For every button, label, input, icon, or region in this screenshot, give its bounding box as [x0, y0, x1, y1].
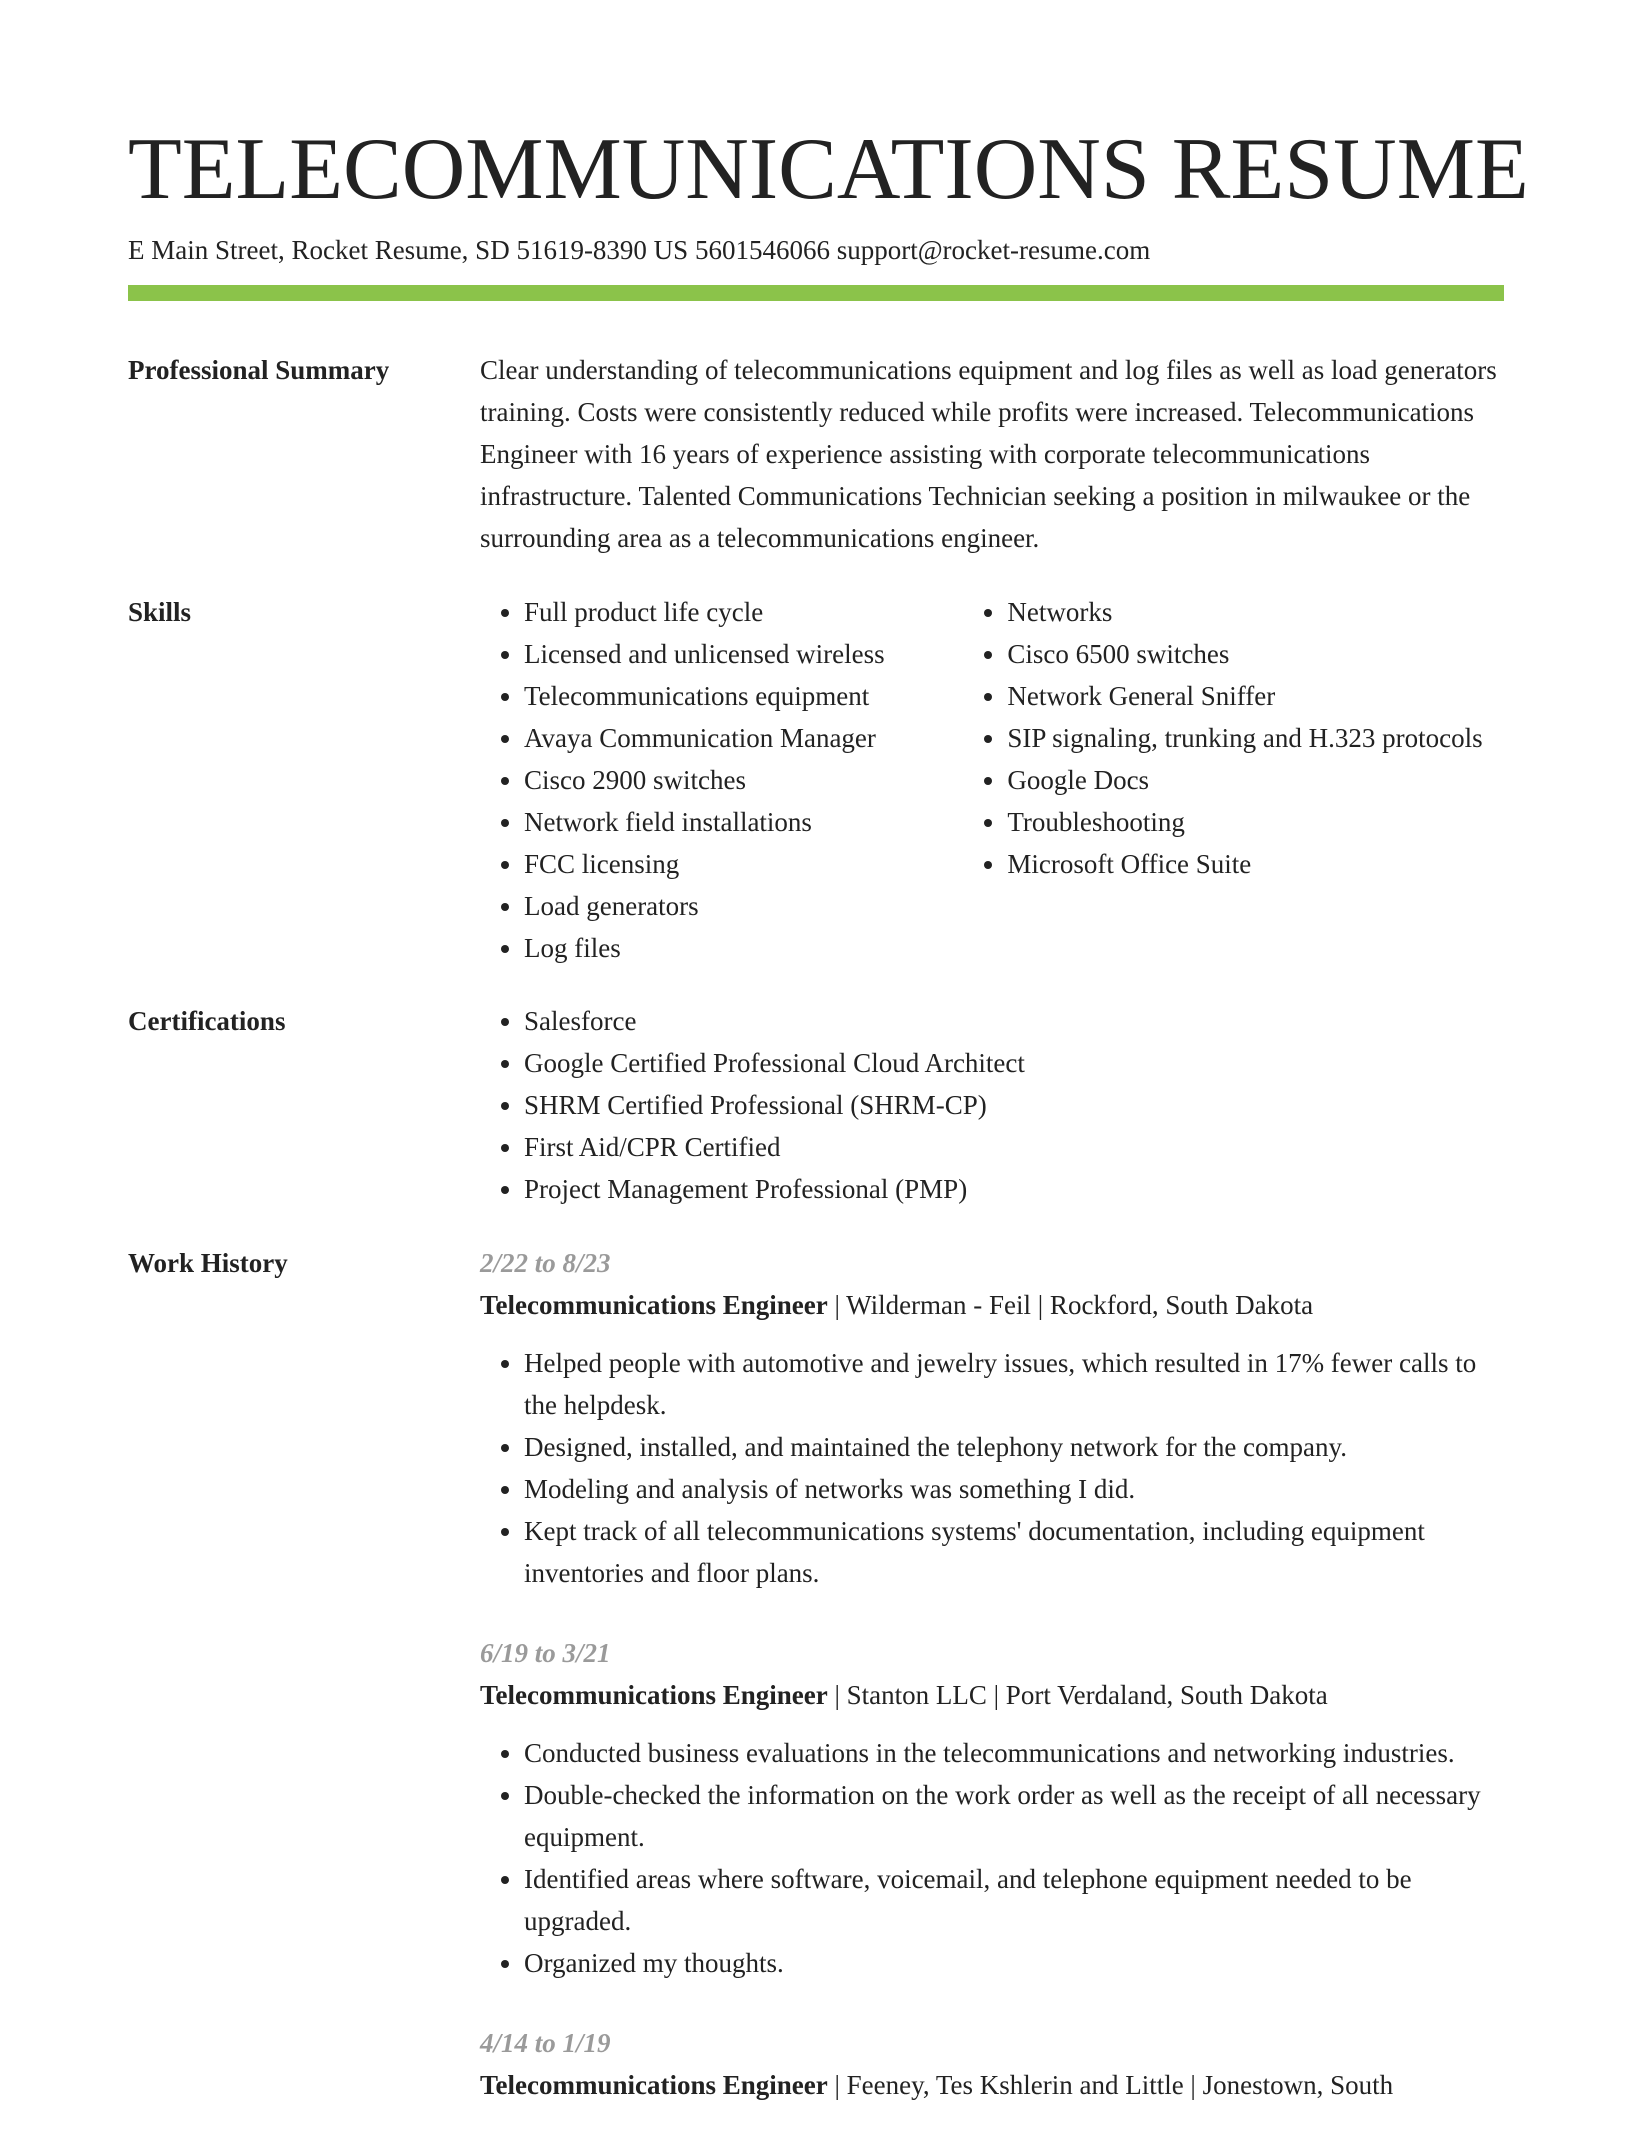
job-dates: 2/22 to 8/23 [480, 1248, 611, 1278]
work-history-section [128, 1242, 1504, 2112]
list-item: • Load generators [524, 885, 963, 927]
skills-heading: Skills [128, 597, 192, 627]
list-item: • Modeling and analysis of networks was something I did. [524, 1468, 1504, 1510]
job-title-line [480, 1674, 1504, 1716]
job-employer: | Feeney, Tes Kshlerin and Little | Jonestown, South [827, 2070, 1394, 2100]
list-item: • Full product life cycle [524, 591, 963, 633]
skills-list-left [480, 591, 963, 969]
certifications-heading: Certifications [128, 1006, 286, 1036]
list-item: • Salesforce [524, 1000, 1504, 1042]
job-entry [480, 1242, 1504, 1594]
list-item: • First Aid/CPR Certified [524, 1126, 1504, 1168]
job-employer: | Stanton LLC | Port Verdaland, South Dakota [827, 1680, 1328, 1710]
certifications-list [480, 1000, 1504, 1210]
certifications-body [480, 1000, 1504, 1210]
list-item: • Kept track of all telecommunications systems' documentation, including equipment inventories and floor plans. [524, 1510, 1504, 1594]
list-item: • Cisco 2900 switches [524, 759, 963, 801]
list-item: • Microsoft Office Suite [1007, 843, 1504, 885]
work-history-body [480, 1242, 1504, 2144]
job-bullets [480, 1342, 1504, 1594]
list-item: • Networks [1007, 591, 1504, 633]
summary-body [480, 349, 1504, 559]
job-title-line [480, 1284, 1504, 1326]
list-item: • Cisco 6500 switches [1007, 633, 1504, 675]
resume-title: TELECOMMUNICATIONS RESUME [128, 121, 1529, 218]
work-history-heading: Work History [128, 1248, 288, 1278]
job-dates: 6/19 to 3/21 [480, 1638, 611, 1668]
job-title-line [480, 2064, 1504, 2106]
contact-line: E Main Street, Rocket Resume, SD 51619-8390 US 5601546066 support@rocket-resume.com [128, 235, 1151, 265]
summary-section [128, 349, 1504, 569]
list-item: • Licensed and unlicensed wireless [524, 633, 963, 675]
summary-heading: Professional Summary [128, 355, 390, 385]
skills-section [128, 591, 1504, 981]
list-item: • Google Docs [1007, 759, 1504, 801]
job-bullets [480, 1732, 1504, 1984]
list-item: • Troubleshooting [1007, 801, 1504, 843]
list-item: • Identified areas where software, voicemail, and telephone equipment needed to be upgraded. [524, 1858, 1504, 1942]
list-item: • Designed, installed, and maintained the telephony network for the company. [524, 1426, 1504, 1468]
list-item: • FCC licensing [524, 843, 963, 885]
job-entry [480, 1632, 1504, 1984]
list-item: • Log files [524, 927, 963, 969]
list-item: • Google Certified Professional Cloud Architect [524, 1042, 1504, 1084]
list-item: • Telecommunications equipment [524, 675, 963, 717]
job-role: Telecommunications Engineer [480, 1290, 828, 1320]
job-employer: | Wilderman - Feil | Rockford, South Dakota [827, 1290, 1314, 1320]
list-item: • Network General Sniffer [1007, 675, 1504, 717]
job-role: Telecommunications Engineer [480, 1680, 828, 1710]
certifications-section [128, 1000, 1504, 1230]
list-item: • SIP signaling, trunking and H.323 protocols [1007, 717, 1504, 759]
summary-text: Clear understanding of telecommunications equipment and log files as well as load generators training. Costs were consistently reduced while profits were increased. Telecommunications Engineer with 16 years of experience assisting with corporate telecommunications infrastructure. Talented Communications Technician seeking a position in milwaukee or the surrounding area as a telecommunications engineer. [480, 355, 1497, 553]
resume-header [128, 118, 1529, 270]
list-item: • Double-checked the information on the work order as well as the receipt of all necessary equipment. [524, 1774, 1504, 1858]
job-dates: 4/14 to 1/19 [480, 2028, 611, 2058]
list-item: • Conducted business evaluations in the telecommunications and networking industries. [524, 1732, 1504, 1774]
list-item: • Project Management Professional (PMP) [524, 1168, 1504, 1210]
job-role: Telecommunications Engineer [480, 2070, 828, 2100]
list-item: • Network field installations [524, 801, 963, 843]
job-entry [480, 2022, 1504, 2106]
list-item: • SHRM Certified Professional (SHRM-CP) [524, 1084, 1504, 1126]
skills-list-right [963, 591, 1504, 969]
list-item: • Avaya Communication Manager [524, 717, 963, 759]
skills-body [480, 591, 1504, 969]
accent-rule [128, 285, 1504, 301]
list-item: • Helped people with automotive and jewelry issues, which resulted in 17% fewer calls to the helpdesk. [524, 1342, 1504, 1426]
list-item: • Organized my thoughts. [524, 1942, 1504, 1984]
